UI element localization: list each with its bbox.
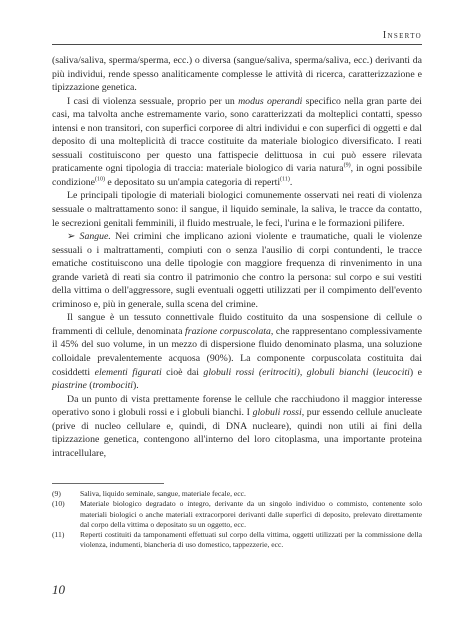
running-header [52, 22, 422, 48]
footnote-number: (10) [52, 499, 65, 509]
paragraph-text: cioè dai [161, 366, 204, 378]
paragraph-forensic-cells [52, 393, 422, 461]
footnotes [52, 489, 422, 551]
paragraph-text: , pur essendo cellule anucleate (prive di nucleo cellulare e, quindi, di DNA nucleare), quindi non utili ai fini della tipizzazione genetica, contengono all'interno del loro citoplasma, una importante proteina intracellulare, [52, 407, 422, 459]
footnote-text: Reperti costituiti da tamponamenti effettuati sul corpo della vittima, oggetti utilizzati per la commissione della violenza, indumenti, biancheria di uso domestico, tappezzerie, ecc. [80, 530, 422, 550]
paragraph-text: . [289, 176, 293, 188]
paragraph-text: ). [133, 380, 139, 392]
footnote-rule [52, 483, 164, 484]
paragraph-text: ( [86, 380, 93, 392]
paragraph-text: ( [368, 366, 377, 378]
italic-term: frazione corpuscolata [185, 325, 271, 337]
header-rule [52, 44, 422, 45]
paragraph-text: Nei crimini che implicano azioni violente e traumatiche, quali le violenze sessuali o i maltrattamenti, compiuti con o senza l'ausilio di corpi contundenti, le tracce ematiche costituiscono una delle tipologie con maggiore frequenza di rinvenimento in una grande varietà di reati sia contro il patrimonio che contro la persona: sul corpo e sui vestiti della vittima o dell'aggressore, sugli eventuali oggetti utilizzati per il compimento dell'evento criminoso e, più in generale, sulla scena del crimine. [52, 231, 422, 310]
paragraph-text: , [299, 366, 307, 378]
paragraph-material-types [52, 189, 422, 230]
paragraph-text: , in ogni possibile condizione [52, 163, 422, 188]
paragraph-text: (saliva/saliva, sperma/sperma, ecc.) o diversa (sangue/saliva, sperma/saliva, ecc.) derivanti da più individui, rende spesso analiticamente complesse le attività di ricerca, caratterizzazione e tipizzazione genetica. [52, 55, 422, 94]
paragraph-text: specifico nella gran parte dei casi, ma talvolta anche estremamente vario, sono caratterizzati da molteplici contatti, spesso intensi e non transitori, con superfici corporee di altri individui e con superfici di oggetti e dal deposito di una molteplicità di tracce costituite da materiale biologico diversificato. I reati sessuali costituiscono per questo una fattispecie delittuosa in cui può essere rilevata praticamente ogni tipologia di traccia: materiale biologico di varia natura [52, 95, 422, 175]
italic-term: leucociti [376, 366, 410, 378]
arrow-bullet-icon: ➢ [67, 231, 80, 243]
italic-term: piastrine [52, 380, 87, 392]
footnote-9 [52, 489, 422, 499]
footnote-11 [52, 530, 422, 551]
paragraph-sexual-violence [52, 95, 422, 190]
paragraph-text: ) e [409, 366, 423, 378]
italic-term: elementi figurati [94, 366, 162, 378]
paragraph-continuation [52, 54, 422, 95]
footnote-number: (9) [52, 489, 61, 498]
footnote-text: Materiale biologico degradato o integro, derivante da un singolo individuo o commisto, contenente solo materiali biologici o anche materiali extracorporei derivanti dalle superfici di deposito, prelevato direttamente dal corpo della vittima o depositato su un oggetto, ecc. [80, 499, 422, 529]
paragraph-text: , che rappresentano complessivamente il 45% del suo volume, in un mezzo di dispersione fluido denominato plasma, una soluzione colloidale prevalentemente acquosa (90%). La componente corpuscolata costituita dai cosiddetti [52, 325, 422, 378]
footnote-ref[interactable]: (9) [343, 163, 351, 170]
footnote-number: (11) [52, 530, 65, 540]
footnote-text: Saliva, liquido seminale, sangue, materiale fecale, ecc. [80, 489, 246, 498]
body-text [52, 54, 422, 460]
italic-term: globuli bianchi [306, 366, 369, 378]
footnote-ref[interactable]: (10) [94, 176, 105, 183]
paragraph-text: I casi di violenza sessuale, proprio per un [67, 95, 239, 107]
paragraph-blood [52, 230, 422, 311]
footnote-ref[interactable]: (11) [280, 176, 290, 183]
italic-term: globuli rossi [252, 407, 302, 419]
paragraph-blood-composition [52, 311, 422, 392]
header-title: Inserto [382, 30, 422, 41]
paragraph-text: Il sangue è un tessuto connettivale fluido costituito da una sospensione di cellule o frammenti di cellule, denominata [52, 312, 422, 337]
section-heading-blood: Sangue. [79, 231, 111, 243]
paragraph-text: Le principali tipologie di materiali biologici comunemente osservati nei reati di violenza sessuale o maltrattamento sono: il sangue, il liquido seminale, la saliva, le tracce da contatto, le secrezioni genitali femminili, il fluido mestruale, le feci, l'urina e le formazioni pilifere. [52, 190, 422, 229]
footnote-10 [52, 499, 422, 530]
italic-term: globuli rossi (eritrociti) [203, 366, 300, 378]
italic-term: modus operandi [238, 95, 303, 107]
paragraph-text: e depositato su un'ampia categoria di reperti [104, 176, 281, 188]
paragraph-text: Da un punto di vista prettamente forense le cellule che racchiudono il maggior interesse operativo sono i globuli rossi e i globuli bianchi. I [52, 393, 422, 419]
page-number: 10 [52, 582, 65, 597]
italic-term: trombociti [92, 380, 134, 392]
